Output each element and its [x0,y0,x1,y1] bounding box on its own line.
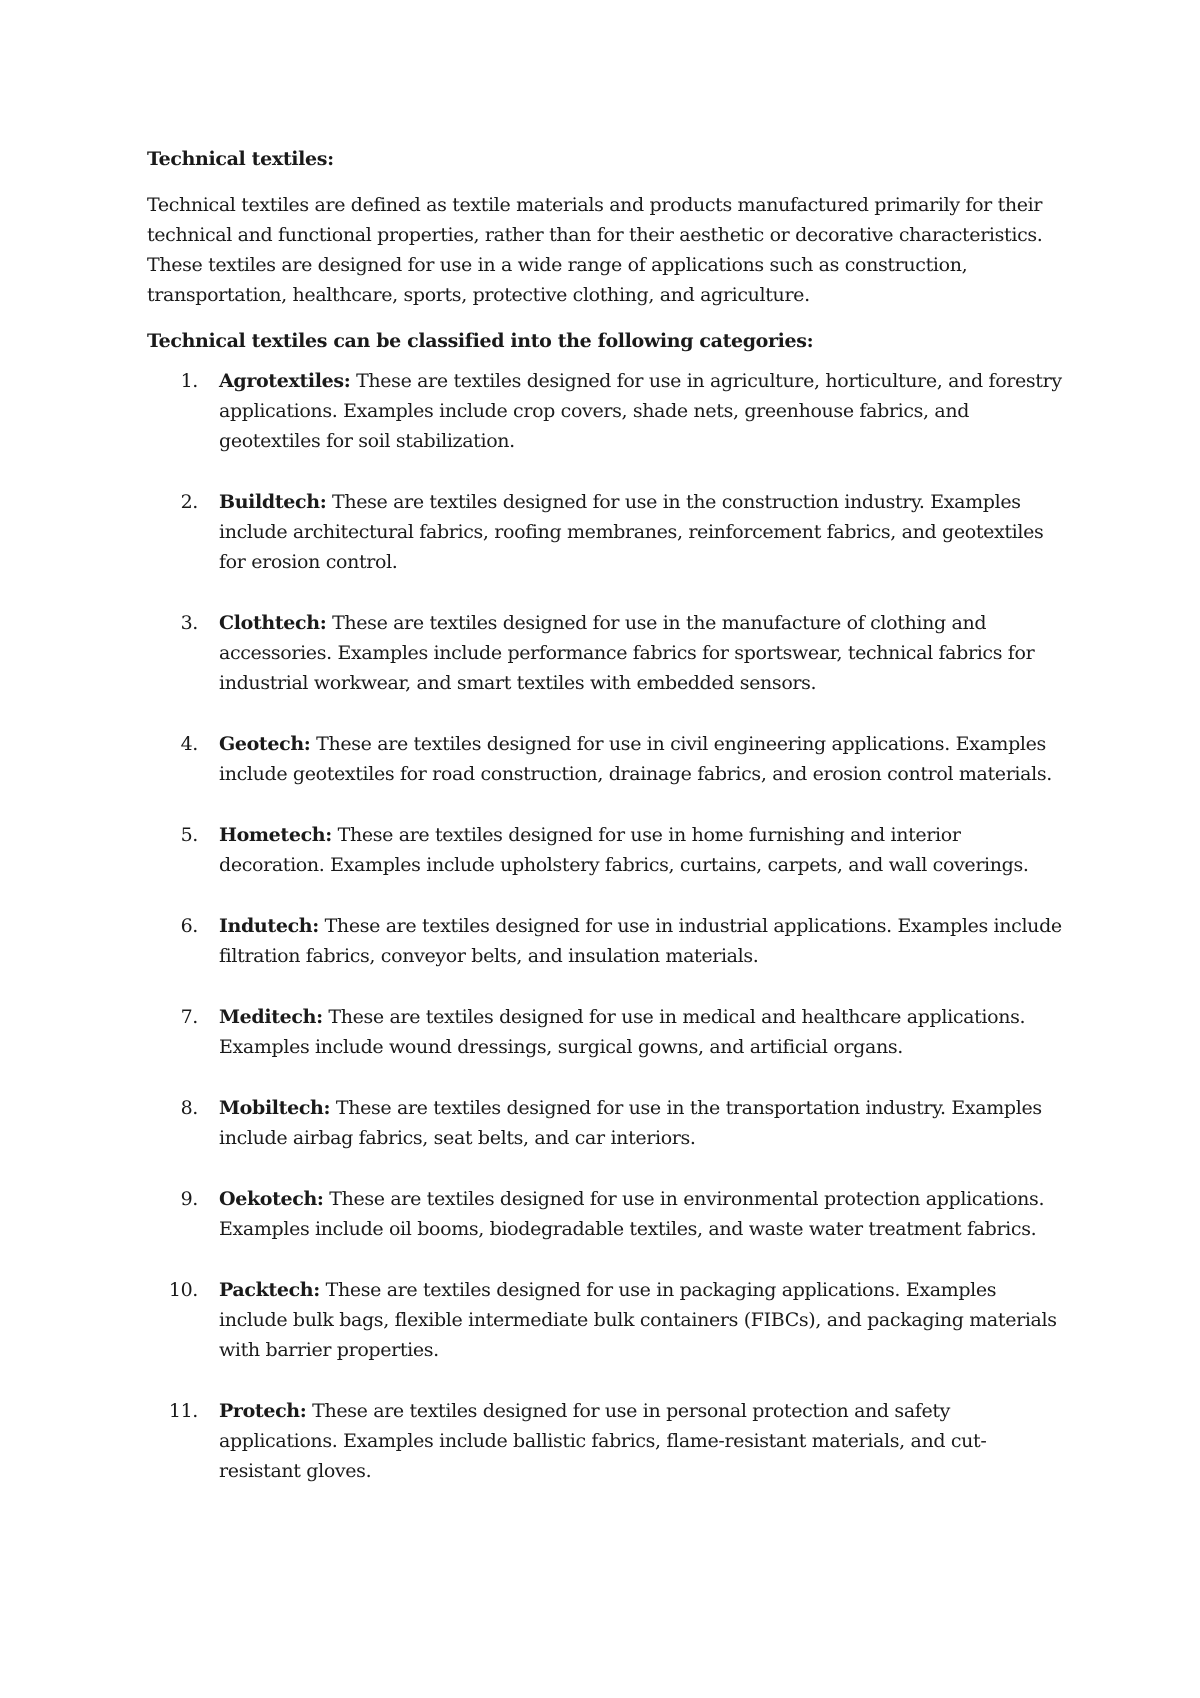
item-number: 10. [168,1279,198,1301]
item-term: Oekotech: [219,1188,324,1210]
item-number: 3. [180,612,198,634]
item-number: 1. [180,370,198,392]
item-description: These are textiles designed for use in agriculture, horticulture, and forestry applications. Examples include crop covers, shade nets, greenhouse fabrics, and geotextiles for soil stabilization. [219,370,1062,452]
item-term: Protech: [219,1400,307,1422]
item-number: 8. [180,1097,198,1119]
item-number: 2. [180,491,198,513]
categories-heading: Technical textiles can be classified into the following categories: [147,330,814,352]
list-item [147,820,1067,880]
item-description: These are textiles designed for use in personal protection and safety applications. Examples include ballistic fabrics, flame-resistant materials, and cut-resistant gloves. [219,1400,987,1482]
item-term: Packtech: [219,1279,320,1301]
item-description: These are textiles designed for use in home furnishing and interior decoration. Examples include upholstery fabrics, curtains, carpets, and wall coverings. [219,824,1029,876]
document-body [147,144,1067,1517]
item-description: These are textiles designed for use in the transportation industry. Examples include airbag fabrics, seat belts, and car interiors. [219,1097,1042,1149]
categories-list [147,366,1067,1486]
item-term: Clothtech: [219,612,327,634]
item-term: Geotech: [219,733,311,755]
item-term: Agrotextiles: [219,370,351,392]
item-description: These are textiles designed for use in packaging applications. Examples include bulk bags, flexible intermediate bulk containers (FIBCs), and packaging materials with barrier properties. [219,1279,1057,1361]
item-description: These are textiles designed for use in environmental protection applications. Examples include oil booms, biodegradable textiles, and waste water treatment fabrics. [219,1188,1045,1240]
list-item [147,911,1067,971]
item-description: These are textiles designed for use in the manufacture of clothing and accessories. Examples include performance fabrics for sportswear, technical fabrics for industrial workwear, and smart textiles with embedded sensors. [219,612,1035,694]
list-item [147,1275,1067,1365]
item-term: Hometech: [219,824,332,846]
item-number: 7. [180,1006,198,1028]
item-description: These are textiles designed for use in medical and healthcare applications. Examples include wound dressings, surgical gowns, and artificial organs. [219,1006,1026,1058]
list-item [147,1396,1067,1486]
item-number: 5. [180,824,198,846]
item-term: Mobiltech: [219,1097,331,1119]
list-item [147,487,1067,577]
item-term: Buildtech: [219,491,327,513]
intro-paragraph: Technical textiles are defined as textile materials and products manufactured primarily for their technical and functional properties, rather than for their aesthetic or decorative characteristics. These textiles are designed for use in a wide range of applications such as construction, transportation, healthcare, sports, protective clothing, and agriculture. [147,194,1043,306]
list-item [147,729,1067,789]
list-item [147,1184,1067,1244]
item-number: 11. [168,1400,198,1422]
list-item [147,1093,1067,1153]
list-item [147,608,1067,698]
item-description: These are textiles designed for use in civil engineering applications. Examples include geotextiles for road construction, drainage fabrics, and erosion control materials. [219,733,1052,785]
item-number: 4. [180,733,198,755]
item-description: These are textiles designed for use in the construction industry. Examples include architectural fabrics, roofing membranes, reinforcement fabrics, and geotextiles for erosion control. [219,491,1044,573]
item-number: 6. [180,915,198,937]
item-description: These are textiles designed for use in industrial applications. Examples include filtration fabrics, conveyor belts, and insulation materials. [219,915,1062,967]
document-heading: Technical textiles: [147,148,334,170]
item-term: Meditech: [219,1006,323,1028]
item-number: 9. [180,1188,198,1210]
item-term: Indutech: [219,915,319,937]
list-item [147,1002,1067,1062]
list-item [147,366,1067,456]
